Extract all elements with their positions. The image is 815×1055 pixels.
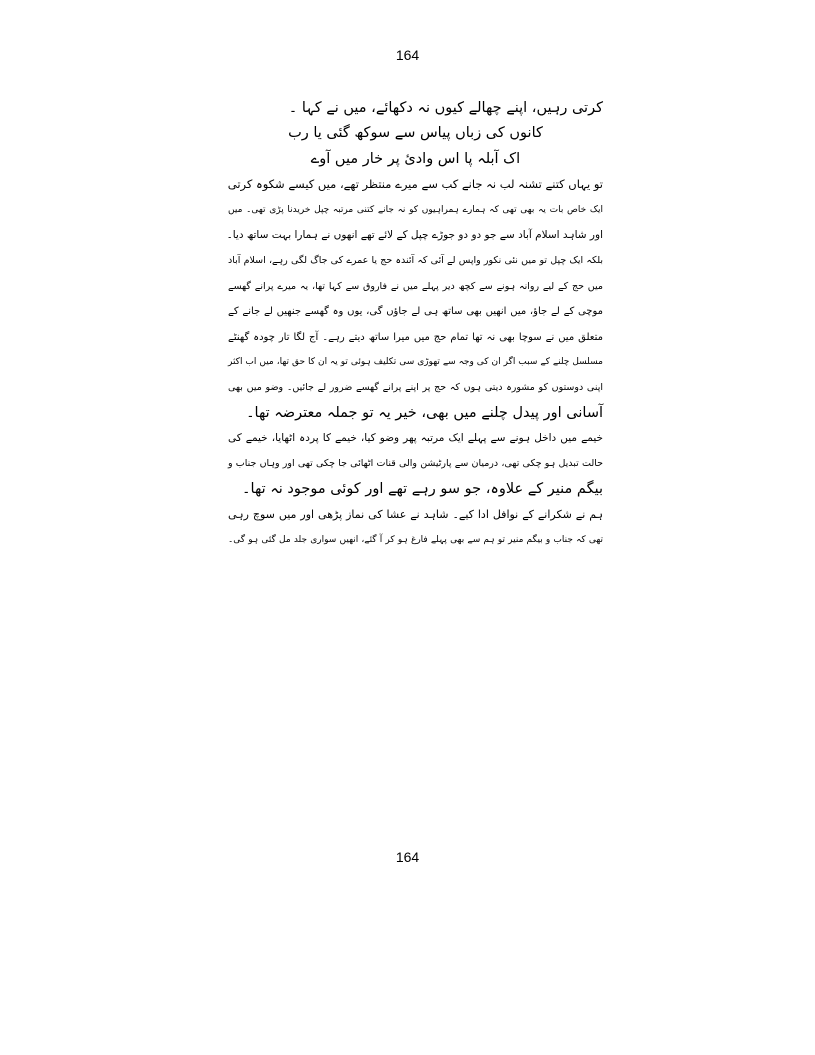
text-line: موچی کے لے جاؤ، میں انھیں بھی ساتھ ہی لے جاؤں گی، یوں وہ گھسے جنھیں لے جانے کے (228, 306, 603, 318)
text-line: مسلسل چلنے کے سبب اگر ان کی وجہ سے تھوڑی سی تکلیف ہوئی تو یہ ان کا حق تھا، میں اب اکثر (228, 356, 603, 367)
text-line: حالت تبدیل ہو چکی تھی، درمیان سے پارٹیشن والی قنات اٹھائی جا چکی تھی اور وہاں جناب و (228, 458, 603, 470)
text-line: میں حج کے لیے روانہ ہونے سے کچھ دیر پہلے میں نے فاروق سے کہا تھا، یہ میرے پرانے گھسے (228, 280, 603, 292)
text-line: ہم نے شکرانے کے نوافل ادا کیے۔ شاہد نے عشا کی نماز پڑھی اور میں سوچ رہی (228, 508, 603, 522)
text-line: اور شاہد اسلام آباد سے جو دو دو جوڑے چپل کے لائے تھے انھوں نے ہمارا بہت ساتھ دیا۔ (226, 228, 603, 241)
page-number-bottom: 164 (395, 849, 420, 865)
text-line: تھی کہ جناب و بیگم منیر تو ہم سے بھی پہلے فارغ ہو کر آ گئے، انھیں سواری جلد مل گئی ہو گی۔ (228, 534, 603, 545)
text-line: تو یہاں کتنے تشنہ لب نہ جانے کب سے میرے منتظر تھے، میں کیسے شکوہ کرتی (227, 177, 603, 192)
text-line: کرتی رہیں، اپنے چھالے کیوں نہ دکھائے، میں نے کہا ۔ (288, 100, 603, 116)
text-line: بیگم منیر کے علاوہ، جو سو رہے تھے اور کوئی موجود نہ تھا۔ (242, 480, 603, 497)
verse-line: اک آبلہ پا اس وادیٔ پر خار میں آوے (310, 150, 521, 167)
text-line: آسانی اور پیدل چلنے میں بھی، خیر یہ تو جملہ معترضہ تھا۔ (246, 404, 603, 421)
urdu-text-body (228, 96, 603, 553)
text-line: اپنی دوستوں کو مشورہ دیتی ہوں کہ حج پر اپنے پرانے گھسے ضرور لے جائیں۔ وضو میں بھی (228, 382, 603, 394)
text-line: بلکہ ایک چپل تو میں نئی نکور واپس لے آئی کہ آئندہ حج یا عمرے کی جاگ لگی رہے، اسلام آباد (228, 255, 603, 267)
verse-line: کانوں کی زباں پیاس سے سوکھ گئی یا رب (288, 125, 543, 142)
page-number-top: 164 (395, 47, 420, 63)
text-line: متعلق میں نے سوچا بھی نہ تھا تمام حج میں میرا ساتھ دیتے رہے۔ آج لگا تار چودہ گھنٹے (228, 331, 603, 343)
text-line: ایک خاص بات یہ بھی تھی کہ ہمارے ہمراہیوں کو نہ جانے کتنی مرتبہ چپل خریدنا پڑی تھی۔ میں (228, 204, 603, 215)
text-line: خیمے میں داخل ہونے سے پہلے ایک مرتبہ پھر وضو کیا، خیمے کا پردہ اٹھایا، خیمے کی (228, 432, 603, 445)
